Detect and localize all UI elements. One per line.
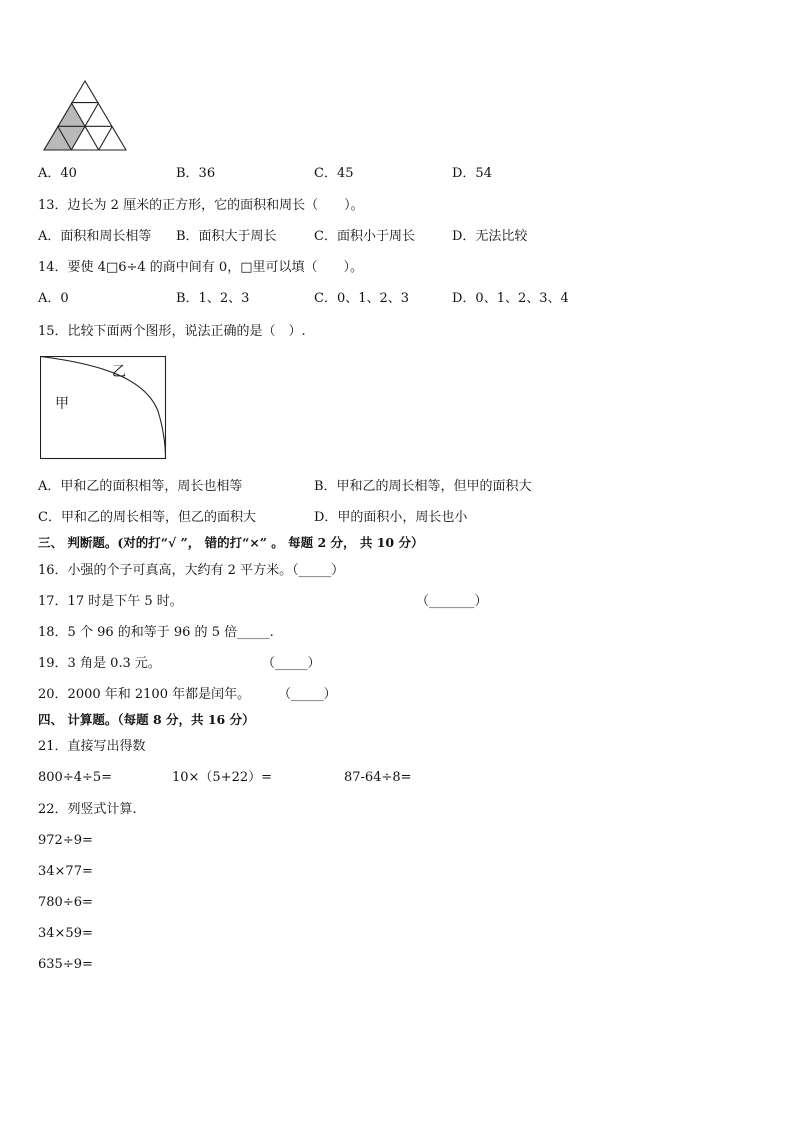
q20-blank: （_____） — [278, 687, 337, 702]
q13-option-d: D．无法比较 — [452, 229, 528, 244]
q13-option-a: A．面积和周长相等 — [38, 229, 152, 244]
q22-stem: 22．列竖式计算. — [38, 802, 137, 817]
q22-item-2: 34×77= — [38, 864, 93, 879]
q21-item-2: 10×（5+22）= — [172, 770, 273, 785]
q17-text: 17．17 时是下午 5 时。 — [38, 594, 183, 609]
q22-item-1: 972÷9= — [38, 833, 93, 848]
q22-item-5: 635÷9= — [38, 957, 93, 972]
q22-item-4: 34×59= — [38, 926, 93, 941]
shaded-triangle-1 — [58, 103, 85, 127]
q15-option-b: B．甲和乙的周长相等，但甲的面积大 — [314, 479, 532, 494]
q12-option-d: D．54 — [452, 166, 492, 181]
section3-heading: 三、 判断题。(对的打“√ ”， 错的打“×” 。 每题 2 分， 共 10 分） — [38, 535, 424, 550]
q22-item-3: 780÷6= — [38, 895, 93, 910]
q14-stem: 14．要使 4□6÷4 的商中间有 0，□里可以填（ ）。 — [38, 260, 363, 275]
q12-option-c: C．45 — [314, 166, 354, 181]
triangle-figure — [43, 80, 127, 152]
q14-option-a: A．0 — [38, 291, 69, 306]
q15-option-a: A．甲和乙的面积相等，周长也相等 — [38, 479, 243, 494]
q15-label-jia: 甲 — [55, 396, 69, 412]
q19-blank: （_____） — [262, 656, 321, 671]
q13-option-c: C．面积小于周长 — [314, 229, 415, 244]
q15-label-yi: 乙 — [112, 364, 126, 380]
q14-option-b: B．1、2、3 — [176, 291, 250, 306]
q13-option-b: B．面积大于周长 — [176, 229, 277, 244]
q21-stem: 21．直接写出得数 — [38, 739, 146, 754]
q14-option-d: D．0、1、2、3、4 — [452, 291, 569, 306]
q17-blank: （_______） — [416, 594, 488, 609]
q15-option-c: C．甲和乙的周长相等，但乙的面积大 — [38, 510, 256, 525]
q13-stem: 13．边长为 2 厘米的正方形，它的面积和周长（ ）。 — [38, 198, 364, 213]
q21-item-1: 800÷4÷5= — [38, 770, 113, 785]
q20-text: 20．2000 年和 2100 年都是闰年。 — [38, 687, 251, 702]
q15-option-d: D．甲的面积小，周长也小 — [314, 510, 468, 525]
q21-item-3: 87-64÷8= — [344, 770, 412, 785]
q12-option-b: B．36 — [176, 166, 216, 181]
q19-text: 19．3 角是 0.3 元。 — [38, 656, 161, 671]
q14-option-c: C．0、1、2、3 — [314, 291, 410, 306]
q18-text: 18．5 个 96 的和等于 96 的 5 倍_____. — [38, 625, 274, 640]
section4-heading: 四、 计算题。（每题 8 分，共 16 分） — [38, 712, 255, 727]
q16-text: 16．小强的个子可真高，大约有 2 平方米。（_____） — [38, 563, 345, 578]
q12-option-a: A．40 — [38, 166, 77, 181]
q15-stem: 15．比较下面两个图形，说法正确的是（ ）. — [38, 324, 306, 339]
